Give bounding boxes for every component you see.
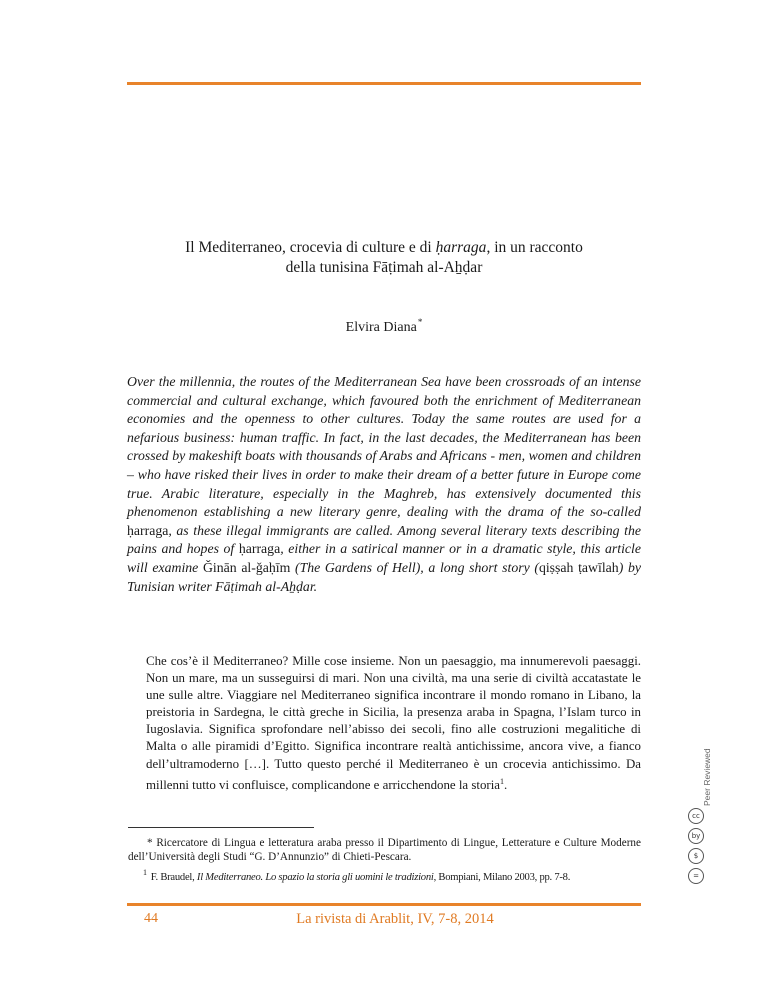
peer-reviewed-label: Peer Reviewed [702,748,712,806]
footnote-1: $^1$ F. Braudel, Il Mediterraneo. Lo spazio la storia gli uomini le tradizioni, Bompiani, Milano 2003, pp. 7-8. [143,868,571,883]
title-line-1: Il Mediterraneo, crocevia di culture e di ḥarraga, in un racconto [185,239,583,256]
attribution-icon: by [688,828,704,844]
cc-icon: cc [688,808,704,824]
header-rule [127,82,641,85]
footnote-ref-1[interactable]: 1 [500,776,505,786]
title-line-2: della tunisina Fāṭimah al-Aẖḍar [285,259,483,276]
quote-paragraph: Che cos’è il Mediterraneo? Mille cose insieme. Non un paesaggio, ma innumerevoli paesaggi. Non un mare, ma un susseguirsi di mari. Non una civiltà, ma una serie di civiltà accatastate le une sulle altre. Viaggiare nel Mediterraneo significa incontrare il mondo romano in Libano, la preistoria in Sardegna, le città greche in Sicilia, la presenza araba in Spagna, l’Islam turco in Iugoslavia. Significa sprofondare nell’abisso dei secoli, fino alle costruzioni megalitiche di Malta o alle piramidi d’Egitto. Significa incontrare realtà antichissime, ancora vive, a fianco dell’ultramoderno […]. Tutto questo perché il Mediterraneo è un crocevia antichissimo. Da millenni tutto vi confluisce, complicandone e arricchendone la storia$^1$. [146,654,641,792]
author-footnote-mark[interactable]: * [417,317,423,327]
footnote-divider [128,827,314,828]
abstract: Over the millennia, the routes of the Mediterranean Sea have been crossroads of an intense commercial and cultural exchange, which favoured both the enrichment of Mediterranean economies and the openness to other cultures. Today the same routes are used for a nefarious business: human traffic. In fact, in the last decades, the Mediterranean has been crossed by makeshift boats with thousands of Arabs and Africans - men, women and children – who have risked their lives in order to make their dream of a better future in Europe come true. Arabic literature, especially in the Maghreb, has extensively documented this phenomenon establishing a new literary genre, dealing with the drama of the so-called ḥarraga, as these illegal immigrants are called. Among several literary texts describing the pains and hopes of ḥarraga, either in a satirical manner or in a dramatic style, this article will examine Ǧinān al-ǧaḥīm (The Gardens of Hell), a long short story (qiṣṣah ṭawīlah) by Tunisian writer Fāṭimah al-Aẖḍar. [127,374,641,594]
footnote-author: * Ricercatore di Lingua e letteratura araba presso il Dipartimento di Lingue, Letterature e Culture Moderne dell’Università degli Studi “G. D’Annunzio” di Chieti-Pescara. [128,837,641,863]
footer-rule [127,903,641,906]
page-number: 44 [144,911,158,926]
journal-citation: La rivista di Arablit, IV, 7-8, 2014 [296,911,494,927]
noderivatives-icon: = [688,868,704,884]
creative-commons-license[interactable] [688,808,706,896]
noncommercial-icon: $ [688,848,704,864]
author-name: Elvira Diana* [345,317,423,335]
article-title [100,238,668,278]
